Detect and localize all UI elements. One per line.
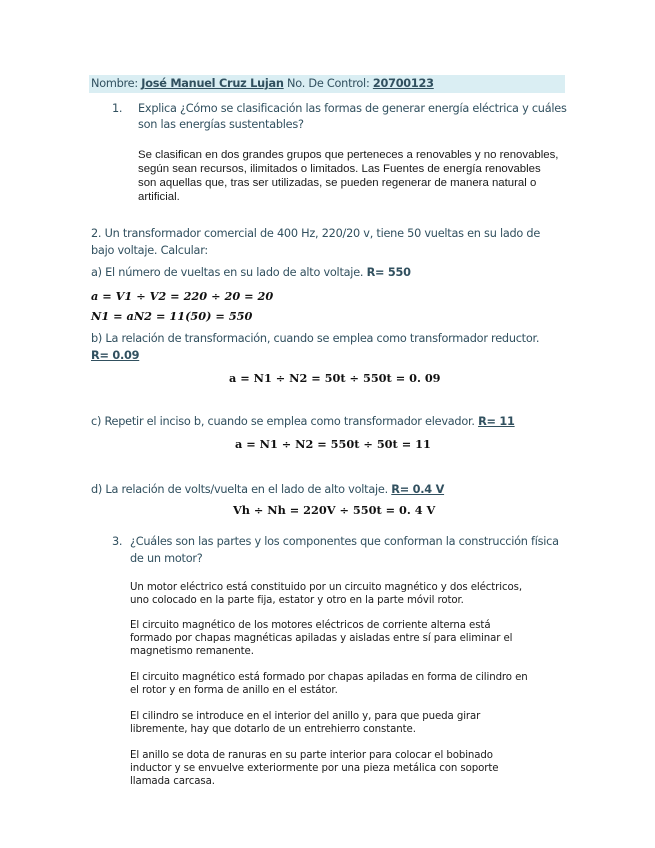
q3-answer-line: El circuito magnético está formado por chapas apiladas en forma de cilindro en <box>130 672 528 683</box>
q2b-result: R= 0.09 <box>91 349 140 362</box>
q2-line-1: 2. Un transformador comercial de 400 Hz, 220/20 v, tiene 50 vueltas en su lado de <box>91 227 541 240</box>
q2-line-2: bajo voltaje. Calcular: <box>91 244 208 257</box>
q3-answer-line: magnetismo remanente. <box>130 646 254 657</box>
q1-answer-line: según sean recursos, ilimitados o limitados. Las Fuentes de energía renovables <box>138 163 541 175</box>
q2d-equation: Vh ÷ Nh = 220V ÷ 550t = 0. 4 V <box>233 503 436 517</box>
q3-answer-line: Un motor eléctrico está constituido por un circuito magnético y dos eléctricos, <box>130 582 522 593</box>
q2a-result: R= 550 <box>366 266 411 279</box>
q3-answer-line: libremente, hay que dotarlo de un entrehierro constante. <box>130 724 416 735</box>
name-label: Nombre: <box>91 77 142 90</box>
q3-answer-line: inductor y se envuelve exteriormente por una pieza metálica con soporte <box>130 763 499 774</box>
q2c-equation: a = N1 ÷ N2 = 550t ÷ 50t = 11 <box>235 437 431 451</box>
q3-line-2: de un motor? <box>130 552 203 565</box>
control-number: 20700123 <box>372 77 434 90</box>
q1-number: 1. <box>112 102 123 115</box>
q3-answer-line: El circuito magnético de los motores eléctricos de corriente alterna está <box>130 620 491 631</box>
student-name: José Manuel Cruz Lujan <box>141 77 284 90</box>
control-label: No. De Control: <box>283 77 373 90</box>
q2a-equation-1: a = V1 ÷ V2 = 220 ÷ 20 = 20 <box>91 289 274 303</box>
q1-answer-line: Se clasifican en dos grandes grupos que perteneces a renovables y no renovables, <box>138 149 559 161</box>
q3-answer-line: El anillo se dota de ranuras en su parte interior para colocar el bobinado <box>130 750 493 761</box>
q1-line-2: son las energías sustentables? <box>138 118 304 131</box>
q3-answer-line: uno colocado en la parte fija, estator y otro en la parte móvil rotor. <box>130 595 464 606</box>
q2a-line <box>91 266 411 279</box>
q3-answer-line: el rotor y en forma de anillo en el estátor. <box>130 685 338 696</box>
q3-answer-line: formado por chapas magnéticas apiladas y aisladas entre sí para eliminar el <box>130 633 513 644</box>
q2c-result: R= 11 <box>478 415 515 428</box>
q2d-line <box>91 483 444 496</box>
q3-number: 3. <box>112 535 123 548</box>
q2d-result: R= 0.4 V <box>391 483 445 496</box>
q1-line-1: Explica ¿Cómo se clasificación las formas de generar energía eléctrica y cuáles <box>138 102 567 115</box>
q2c-label: c) Repetir el inciso b, cuando se emplea como transformador elevador. <box>91 415 479 428</box>
header-line <box>91 77 434 90</box>
q2a-equation-2: N1 = aN2 = 11(50) = 550 <box>91 309 253 323</box>
q3-answer-line: El cilindro se introduce en el interior del anillo y, para que pueda girar <box>130 711 481 722</box>
q2b-equation: a = N1 ÷ N2 = 50t ÷ 550t = 0. 09 <box>229 371 441 385</box>
q1-answer-line: artificial. <box>138 191 180 203</box>
q3-line-1: ¿Cuáles son las partes y los componentes que conforman la construcción física <box>130 535 559 548</box>
q2c-line <box>91 415 515 428</box>
q2d-label: d) La relación de volts/vuelta en el lado de alto voltaje. <box>91 483 392 496</box>
q2b-label: b) La relación de transformación, cuando se emplea como transformador reductor. <box>91 332 540 345</box>
q3-answer-line: llamada carcasa. <box>130 776 215 787</box>
q2a-label: a) El número de vueltas en su lado de alto voltaje. <box>91 266 367 279</box>
q1-answer-line: son aquellas que, tras ser utilizadas, se pueden regenerar de manera natural o <box>138 177 537 189</box>
